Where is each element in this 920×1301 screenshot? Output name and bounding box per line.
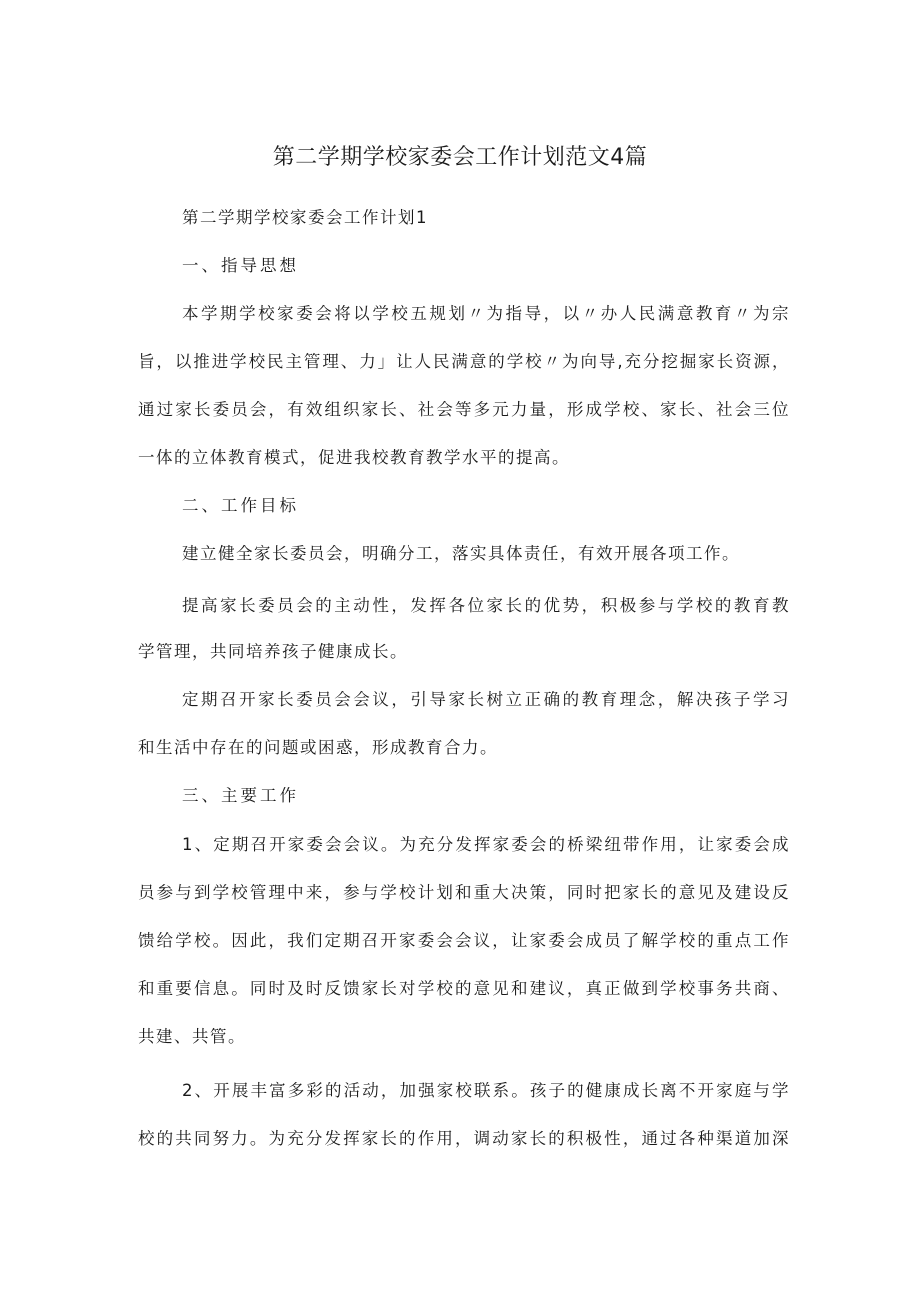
paragraph-line: 建立健全家长委员会，明确分工，落实具体责任，有效开展各项工作。 [182, 544, 740, 563]
paragraph-line: 定期召开家长委员会会议，引导家长树立正确的教育理念，解决孩子学习 [182, 690, 790, 709]
paragraph-line: 本学期学校家委会将以学校五规划〃为指导，以〃办人民满意教育〃为宗 [182, 304, 790, 323]
paragraph-line: 2、开展丰富多彩的活动，加强家校联系。孩子的健康成长离不开家庭与学 [182, 1081, 790, 1100]
paragraph-line: 1、定期召开家委会会议。为充分发挥家委会的桥梁纽带作用，让家委会成 [182, 835, 790, 854]
paragraph-line: 和重要信息。同时及时反馈家长对学校的意见和建议，真正做到学校事务共商、 [138, 979, 790, 998]
paragraph-line: 旨，以推进学校民主管理、力」让人民满意的学校〃为向导,充分挖掘家长资源， [138, 352, 790, 371]
section-heading-guiding-ideology: 一、指导思想 [182, 256, 299, 275]
paragraph-line: 一体的立体教育模式，促进我校教育教学水平的提高。 [138, 448, 570, 467]
paragraph-line: 学管理，共同培养孩子健康成长。 [138, 642, 408, 661]
section-heading-main-work: 三、主要工作 [182, 786, 299, 805]
document-title: 第二学期学校家委会工作计划范文4篇 [272, 145, 648, 170]
paragraph-line: 共建、共管。 [138, 1027, 246, 1046]
paragraph-line: 校的共同努力。为充分发挥家长的作用，调动家长的积极性，通过各种渠道加深 [138, 1129, 790, 1148]
paragraph-line: 馈给学校。因此，我们定期召开家委会会议，让家委会成员了解学校的重点工作 [138, 931, 790, 950]
paragraph-line: 提高家长委员会的主动性，发挥各位家长的优势，积极参与学校的教育教 [182, 596, 790, 615]
paragraph-line: 通过家长委员会，有效组织家长、社会等多元力量，形成学校、家长、社会三位 [138, 400, 790, 419]
section-heading-work-goals: 二、工作目标 [182, 496, 299, 515]
plan-subtitle: 第二学期学校家委会工作计划1 [182, 208, 428, 227]
paragraph-line: 和生活中存在的问题或困惑，形成教育合力。 [138, 738, 498, 757]
paragraph-line: 员参与到学校管理中来，参与学校计划和重大决策，同时把家长的意见及建设反 [138, 883, 790, 902]
